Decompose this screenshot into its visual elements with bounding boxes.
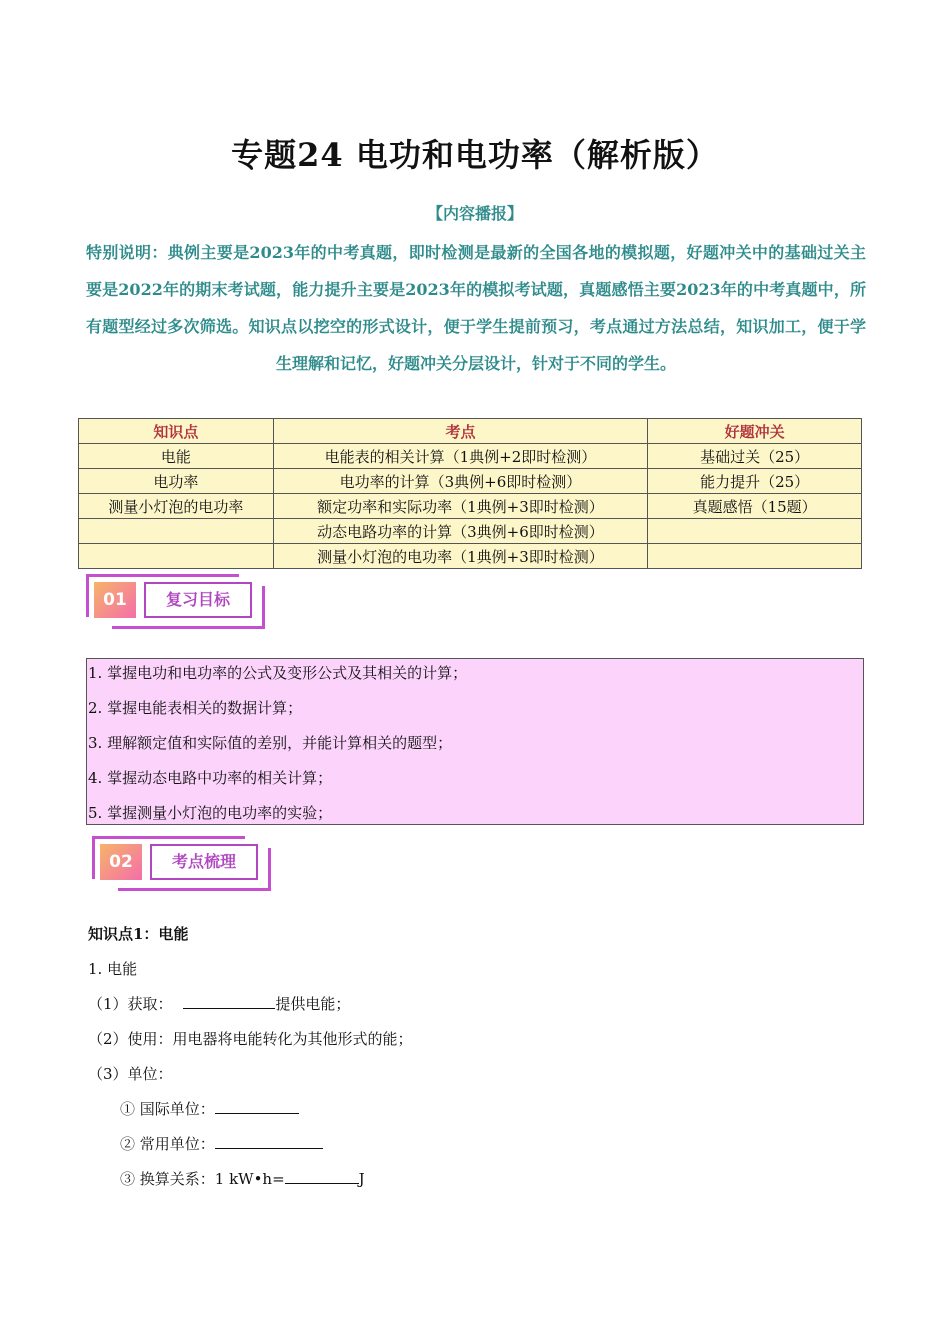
- review-goals-box: [86, 658, 864, 825]
- obtain-line: [88, 993, 350, 1014]
- goal-item: 4. 掌握动态电路中功率的相关计算；: [88, 769, 333, 787]
- table-cell: 额定功率和实际功率（1典例+3即时检测）: [273, 494, 647, 519]
- intl-unit-label: ① 国际单位：: [120, 1100, 215, 1118]
- table-cell: [648, 519, 862, 544]
- common-unit-label: ② 常用单位：: [120, 1135, 215, 1153]
- goal-item: 5. 掌握测量小灯泡的电功率的实验；: [88, 804, 333, 822]
- section-label: 考点梳理: [150, 844, 258, 880]
- table-cell: 基础过关（25）: [648, 444, 862, 469]
- special-note: 特别说明：典例主要是2023年的中考真题，即时检测是最新的全国各地的模拟题，好题冲关中的基础过关主要是2022年的期末考试题，能力提升主要是2023年的模拟考试题，真题感悟主要2023年的中考真题中，所有题型经过多次筛选。知识点以挖空的形式设计，便于学生提前预习，考点通过方法总结，知识加工，便于学生理解和记忆，好题冲关分层设计，针对于不同的学生。: [86, 243, 866, 373]
- fill-blank[interactable]: [215, 1133, 323, 1149]
- fill-blank[interactable]: [183, 993, 275, 1009]
- fill-blank[interactable]: [215, 1098, 299, 1114]
- conversion-line: [120, 1168, 365, 1189]
- knowledge-point-heading: 知识点1：电能: [88, 925, 189, 943]
- common-unit-line: [120, 1133, 323, 1154]
- table-cell: 电功率: [79, 469, 274, 494]
- table-cell: 真题感悟（15题）: [648, 494, 862, 519]
- header-practice: 好题冲关: [648, 419, 862, 444]
- table-cell: 动态电路功率的计算（3典例+6即时检测）: [273, 519, 647, 544]
- table-cell: [79, 544, 274, 569]
- obtain-suffix: 提供电能；: [275, 995, 351, 1013]
- table-cell: [79, 519, 274, 544]
- table-cell: 电能表的相关计算（1典例+2即时检测）: [273, 444, 647, 469]
- table-cell: 电能: [79, 444, 274, 469]
- content-broadcast-heading: 【内容播报】: [426, 204, 523, 223]
- table-row: [79, 444, 862, 469]
- obtain-prefix: （1）获取：: [88, 995, 173, 1013]
- page-title: 专题24 电功和电功率（解析版）: [231, 136, 719, 174]
- table-row: [79, 544, 862, 569]
- section-number: 01: [94, 582, 136, 618]
- table-cell: 电功率的计算（3典例+6即时检测）: [273, 469, 647, 494]
- section-number: 02: [100, 844, 142, 880]
- header-knowledge: 知识点: [79, 419, 274, 444]
- use-line: （2）使用：用电器将电能转化为其他形式的能；: [88, 1030, 413, 1048]
- fill-blank[interactable]: [285, 1168, 359, 1184]
- section-label: 复习目标: [144, 582, 252, 618]
- goal-item: 3. 理解额定值和实际值的差别，并能计算相关的题型；: [88, 734, 453, 752]
- conversion-label: ③ 换算关系：1 kW•h=: [120, 1170, 285, 1188]
- table-row: [79, 494, 862, 519]
- table-cell: 能力提升（25）: [648, 469, 862, 494]
- intl-unit-line: [120, 1098, 299, 1119]
- knowledge-item: 1. 电能: [88, 960, 138, 978]
- table-header-row: [79, 419, 862, 444]
- section-badge-review-goals: [82, 572, 262, 630]
- header-exam-point: 考点: [273, 419, 647, 444]
- table-cell: 测量小灯泡的电功率: [79, 494, 274, 519]
- goal-item: 1. 掌握电功和电功率的公式及变形公式及其相关的计算；: [88, 664, 468, 682]
- goal-item: 2. 掌握电能表相关的数据计算；: [88, 699, 303, 717]
- unit-line: （3）单位：: [88, 1065, 173, 1083]
- table-cell: 测量小灯泡的电功率（1典例+3即时检测）: [273, 544, 647, 569]
- conversion-unit: J: [358, 1170, 365, 1188]
- section-badge-exam-points: [88, 834, 268, 892]
- table-cell: [648, 544, 862, 569]
- overview-table: [78, 418, 862, 569]
- table-row: [79, 519, 862, 544]
- table-row: [79, 469, 862, 494]
